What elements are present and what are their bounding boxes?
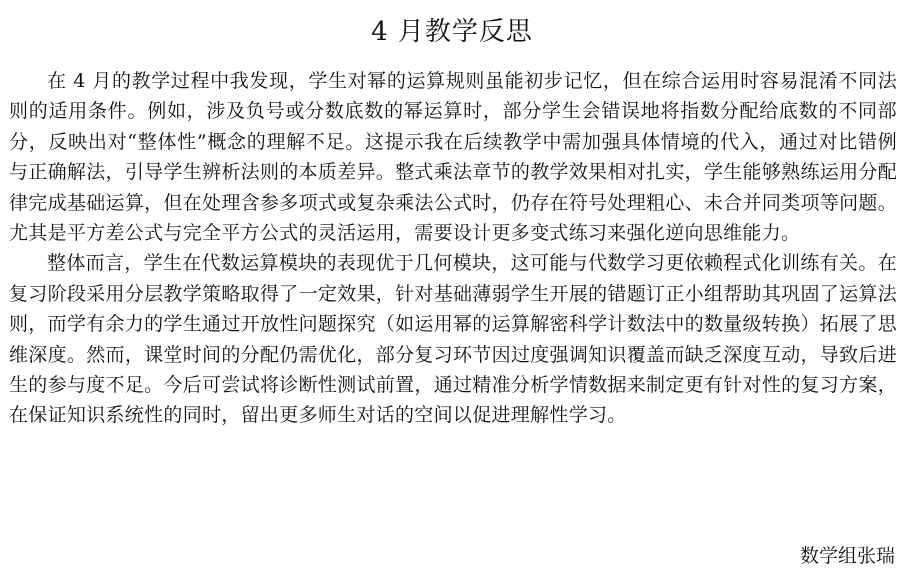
author-signature: 数学组张瑞 xyxy=(799,545,895,567)
paragraph-1: 在 4 月的教学过程中我发现，学生对幂的运算规则虽能初步记忆，但在综合运用时容易混淆不同法则的适用条件。例如，涉及负号或分数底数的幂运算时，部分学生会错误地将指数分配给底数的不同部分，反映出对“整体性”概念的理解不足。这提示我在后续教学中需加强具体情境的代入，通过对比错例与正确解法，引导学生辨析法则的本质差异。整式乘法章节的教学效果相对扎实，学生能够熟练运用分配律完成基础运算，但在处理含参多项式或复杂乘法公式时，仍存在符号处理粗心、未合并同类项等问题。尤其是平方差公式与完全平方公式的灵活运用，需要设计更多变式练习来强化逆向思维能力。 xyxy=(9,70,897,245)
document-body xyxy=(9,66,897,431)
paragraph-2: 整体而言，学生在代数运算模块的表现优于几何模块，这可能与代数学习更依赖程式化训练有关。在复习阶段采用分层教学策略取得了一定效果，针对基础薄弱学生开展的错题订正小组帮助其巩固了运算法则，而学有余力的学生通过开放性问题探究（如运用幂的运算解密科学计数法中的数量级转换）拓展了思维深度。然而，课堂时间的分配仍需优化，部分复习环节因过度强调知识覆盖而缺乏深度互动，导致后进生的参与度不足。今后可尝试将诊断性测试前置，通过精准分析学情数据来制定更有针对性的复习方案，在保证知识系统性的同时，留出更多师生对话的空间以促进理解性学习。 xyxy=(9,252,897,427)
document-title: 4 月教学反思 xyxy=(371,17,533,47)
